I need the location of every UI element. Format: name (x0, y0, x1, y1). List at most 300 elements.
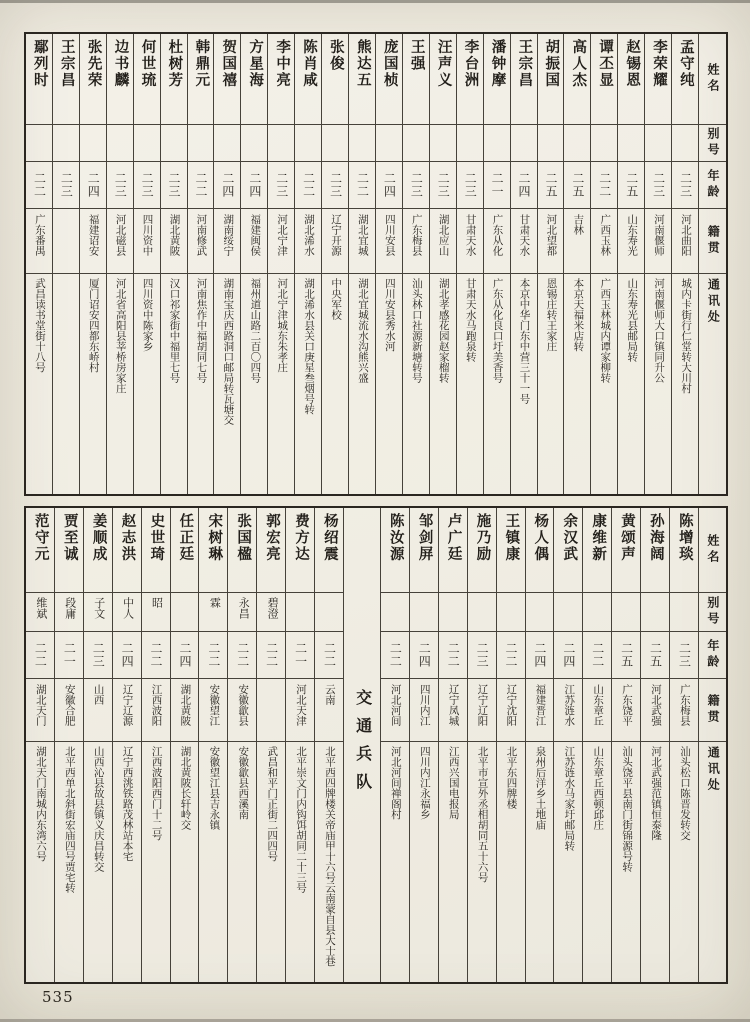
name-cell (511, 34, 537, 124)
address-cell-text: 四川内江永福乡 (418, 746, 430, 820)
address-cell-text: 辽宁西洮铁路茂林站本宅 (121, 746, 133, 862)
name-cell (497, 508, 525, 592)
native-cell-text: 河北天津 (294, 684, 306, 726)
header-age: 年龄 (706, 169, 721, 201)
entry-column (409, 508, 438, 982)
header-name-cell (699, 508, 726, 592)
name-cell (526, 508, 554, 592)
alias-cell-text: 段庸 (63, 597, 76, 619)
header-address-cell (699, 741, 726, 982)
name-cell-text: 黄颂声 (619, 513, 635, 563)
name-cell-text: 韩鼎元 (193, 39, 210, 89)
age-cell-text: 二二 (206, 642, 221, 668)
age-cell-text: 二三 (140, 172, 155, 198)
alias-cell (554, 592, 582, 631)
age-cell (612, 631, 640, 678)
alias-cell (161, 124, 187, 161)
page-content (24, 32, 728, 984)
age-cell-text: 二三 (463, 172, 478, 198)
age-cell-text: 二二 (32, 172, 47, 198)
native-cell-text: 四川资中 (141, 214, 153, 256)
age-cell (484, 161, 510, 208)
entry-column (141, 508, 170, 982)
name-cell-text: 贾至诚 (61, 513, 78, 563)
native-cell (161, 208, 187, 273)
address-cell-text: 湖北孝感花园赵家榴转 (437, 278, 449, 383)
age-cell-text: 二三 (113, 172, 128, 198)
age-cell-text: 二三 (59, 172, 74, 198)
address-cell-text: 江西波阳西门十二号 (150, 746, 162, 841)
entry-column (510, 34, 537, 494)
address-cell-text: 四川安县秀水河 (383, 278, 395, 352)
name-cell-text: 陈肖咸 (301, 39, 317, 89)
address-cell-text: 武昌和平门正街二四四号 (266, 746, 278, 862)
name-cell-text: 杨绍震 (321, 513, 338, 563)
name-cell-text: 史世琦 (148, 513, 165, 563)
address-cell (484, 273, 510, 494)
name-cell (315, 508, 343, 592)
native-cell (53, 208, 79, 273)
name-cell (214, 34, 240, 124)
age-cell (322, 161, 348, 208)
alias-cell (612, 592, 640, 631)
alias-cell (381, 592, 409, 631)
address-cell (84, 741, 112, 982)
age-cell (26, 631, 54, 678)
alias-cell (484, 124, 510, 161)
name-cell (641, 508, 669, 592)
address-cell (228, 741, 256, 982)
address-cell (410, 741, 438, 982)
alias-cell (497, 592, 525, 631)
name-cell-text: 方星海 (247, 39, 264, 89)
header-address-cell (699, 273, 726, 494)
age-cell-text: 二二 (322, 642, 337, 668)
address-cell-text: 武昌读书堂街十八号 (33, 278, 45, 373)
age-cell-text: 二四 (247, 172, 262, 198)
alias-cell (511, 124, 537, 161)
header-alias-cell (699, 592, 726, 631)
alias-cell (26, 124, 52, 161)
age-cell (161, 161, 187, 208)
name-cell-text: 施乃励 (474, 513, 491, 563)
header-alias: 别号 (706, 127, 721, 159)
name-cell-text: 王宗昌 (58, 39, 75, 89)
native-cell-text: 山东寿光 (626, 214, 638, 256)
age-cell-text: 二三 (274, 172, 289, 198)
native-cell (538, 208, 564, 273)
age-cell-text: 二三 (475, 642, 490, 668)
name-cell-text: 宋树琳 (206, 513, 223, 563)
native-cell-text: 广西玉林 (599, 214, 611, 256)
alias-cell (538, 124, 564, 161)
entry-column (256, 508, 285, 982)
native-cell-text: 辽宁开源 (329, 214, 341, 256)
address-cell-text: 福州道山路二百〇四号 (249, 278, 261, 383)
native-cell (526, 678, 554, 741)
native-cell-text: 湖北浠水 (303, 214, 315, 256)
entry-column (106, 34, 133, 494)
native-cell (257, 678, 285, 741)
age-cell (591, 161, 617, 208)
entry-column (348, 34, 375, 494)
address-cell (199, 741, 227, 982)
native-cell (641, 678, 669, 741)
name-cell-text: 高人杰 (570, 39, 587, 89)
name-cell-text: 王镇康 (503, 513, 520, 563)
native-cell (564, 208, 590, 273)
name-cell-text: 郭宏亮 (264, 513, 281, 563)
native-cell-text: 河北望都 (545, 214, 557, 256)
age-cell-text: 二三 (436, 172, 451, 198)
alias-cell-text: 碧澄 (266, 597, 279, 619)
native-cell-text: 湖北天门 (34, 684, 46, 726)
address-cell-text: 湖南宝庆西路洞口邮局转瓦塘交 (222, 278, 234, 425)
native-cell-text: 湖南绥宁 (222, 214, 234, 256)
address-cell (142, 741, 170, 982)
address-cell (672, 273, 698, 494)
name-cell-text: 余汉武 (561, 513, 578, 563)
native-cell-text: 甘肃天水 (464, 214, 476, 256)
name-cell-text: 赵锡恩 (624, 39, 641, 89)
native-cell (670, 678, 698, 741)
address-cell-text: 北平西单北斜街宏庙四号贾宅转 (63, 746, 75, 893)
address-cell-text: 广东从化良口圩美香号 (491, 278, 503, 383)
address-cell-text: 恩锡庄转王家庄 (545, 278, 557, 352)
age-cell (55, 631, 83, 678)
native-cell (107, 208, 133, 273)
address-cell-text: 本京天福米店转 (572, 278, 584, 352)
native-cell (241, 208, 267, 273)
name-cell-text: 李台洲 (462, 39, 479, 89)
native-cell-text: 广东番禺 (33, 214, 45, 256)
header-native: 籍贯 (706, 694, 721, 726)
entry-column (611, 508, 640, 982)
address-cell (171, 741, 199, 982)
entry-column (402, 34, 429, 494)
age-cell-text: 二二 (597, 172, 612, 198)
alias-cell (286, 592, 314, 631)
native-cell-text: 辽宁沈阳 (505, 684, 517, 726)
header-native-cell (699, 678, 726, 741)
address-cell (526, 741, 554, 982)
age-cell (188, 161, 214, 208)
address-cell (618, 273, 644, 494)
alias-cell (199, 592, 227, 631)
address-cell-text: 汕头林口社源新塘转号 (410, 278, 422, 383)
age-cell (268, 161, 294, 208)
age-cell-text: 二二 (193, 172, 208, 198)
entry-column (198, 508, 227, 982)
alias-cell (591, 124, 617, 161)
native-cell (188, 208, 214, 273)
native-cell (142, 678, 170, 741)
name-cell (554, 508, 582, 592)
name-cell-text: 赵志洪 (119, 513, 136, 563)
age-cell-text: 二五 (624, 172, 639, 198)
alias-cell (670, 592, 698, 631)
address-cell (113, 741, 141, 982)
native-cell-text: 山西 (92, 684, 104, 705)
native-cell-text: 四川安县 (383, 214, 395, 256)
alias-cell (80, 124, 106, 161)
entry-column (213, 34, 240, 494)
address-cell (295, 273, 321, 494)
alias-cell-text: 子文 (92, 597, 105, 619)
address-cell-text: 汕头饶平县南门街锦源号转 (621, 746, 633, 872)
address-cell-text: 北平市宣外丞相胡同五十六号 (476, 746, 488, 883)
age-cell-text: 二二 (264, 642, 279, 668)
address-cell (26, 273, 52, 494)
age-cell-text: 二三 (328, 172, 343, 198)
age-cell (538, 161, 564, 208)
address-cell-text: 北平西四牌楼关帝庙甲十六号云南蒙自县大士巷 (324, 746, 335, 967)
alias-cell (53, 124, 79, 161)
name-cell (672, 34, 698, 124)
entry-column (112, 508, 141, 982)
alias-cell-text: 昭 (150, 597, 163, 608)
native-cell (228, 678, 256, 741)
age-cell-text: 二五 (619, 642, 634, 668)
native-cell-text: 辽宁辽阳 (476, 684, 488, 726)
address-cell (403, 273, 429, 494)
name-cell-text: 陈增琰 (676, 513, 693, 563)
alias-cell (457, 124, 483, 161)
address-cell-text: 河北宁津城东朱孝庄 (276, 278, 288, 373)
entry-column (133, 34, 160, 494)
section-divider-column (343, 508, 380, 982)
native-cell-text: 辽宁辽源 (121, 684, 133, 726)
age-cell (511, 161, 537, 208)
alias-cell (410, 592, 438, 631)
alias-cell (257, 592, 285, 631)
name-cell (430, 34, 456, 124)
name-cell (161, 34, 187, 124)
address-cell (26, 741, 54, 982)
entry-column (669, 508, 698, 982)
age-cell-text: 二四 (532, 642, 547, 668)
section-label: 交通兵队 (353, 689, 371, 801)
alias-cell (322, 124, 348, 161)
name-cell (55, 508, 83, 592)
age-cell-text: 二四 (517, 172, 532, 198)
alias-cell (641, 592, 669, 631)
name-cell (468, 508, 496, 592)
name-cell-text: 王宗昌 (516, 39, 533, 89)
age-cell (214, 161, 240, 208)
age-cell (53, 161, 79, 208)
entry-column (537, 34, 564, 494)
age-cell (381, 631, 409, 678)
age-cell (84, 631, 112, 678)
native-cell (612, 678, 640, 741)
address-cell (538, 273, 564, 494)
age-cell (295, 161, 321, 208)
address-cell-text: 湖北浠水县关口庚星叁烟号转 (303, 278, 315, 415)
age-cell (228, 631, 256, 678)
header-age-cell (699, 161, 726, 208)
native-cell (554, 678, 582, 741)
entry-column (671, 34, 698, 494)
alias-cell (188, 124, 214, 161)
native-cell-text: 辽宁凤城 (447, 684, 459, 726)
name-cell (670, 508, 698, 592)
age-cell-text: 二三 (409, 172, 424, 198)
alias-cell (564, 124, 590, 161)
address-cell (381, 741, 409, 982)
header-alias: 别号 (705, 596, 720, 628)
header-native-cell (699, 208, 726, 273)
name-cell (403, 34, 429, 124)
address-cell-text: 湖北黄陂长轩岭交 (179, 746, 191, 830)
age-cell (554, 631, 582, 678)
alias-cell (439, 592, 467, 631)
alias-cell (645, 124, 671, 161)
age-cell (645, 161, 671, 208)
address-cell (55, 741, 83, 982)
alias-cell (228, 592, 256, 631)
name-cell-text: 边书麟 (112, 39, 129, 89)
native-cell-text: 吉林 (572, 214, 584, 235)
entry-column (240, 34, 267, 494)
name-cell (583, 508, 611, 592)
native-cell-text: 安徽望江 (208, 684, 220, 726)
native-cell (55, 678, 83, 741)
alias-cell (241, 124, 267, 161)
address-cell-text: 湖北天门南城内东湾六号 (34, 746, 46, 862)
name-cell (439, 508, 467, 592)
address-cell-text: 汕头松口陈晋发转交 (678, 746, 690, 841)
native-cell (315, 678, 343, 741)
entry-column (438, 508, 467, 982)
entry-column (640, 508, 669, 982)
address-cell (564, 273, 590, 494)
alias-cell (84, 592, 112, 631)
alias-cell-text: 中人 (121, 597, 134, 619)
entry-column (590, 34, 617, 494)
native-cell-text: 四川内江 (418, 684, 430, 726)
alias-cell (349, 124, 375, 161)
age-cell-text: 二三 (678, 172, 693, 198)
name-cell (349, 34, 375, 124)
age-cell (107, 161, 133, 208)
entry-column (52, 34, 79, 494)
entry-column (285, 508, 314, 982)
native-cell-text: 湖北应山 (437, 214, 449, 256)
age-cell-text: 二三 (91, 642, 106, 668)
entry-column (26, 508, 54, 982)
entry-column (160, 34, 187, 494)
name-cell-text: 孙海阔 (647, 513, 664, 563)
native-cell-text: 河北宁津 (276, 214, 288, 256)
age-cell (526, 631, 554, 678)
name-cell (484, 34, 510, 124)
entry-column (26, 34, 52, 494)
native-cell (430, 208, 456, 273)
name-cell (84, 508, 112, 592)
age-cell-text: 二二 (590, 642, 605, 668)
age-cell (142, 631, 170, 678)
native-cell (645, 208, 671, 273)
alias-cell (55, 592, 83, 631)
native-cell (322, 208, 348, 273)
name-cell-text: 卢广廷 (445, 513, 462, 563)
address-cell (315, 741, 343, 982)
entry-column (617, 34, 644, 494)
address-cell-text: 本京中华门东中营三十一号 (518, 278, 530, 404)
entry-column (429, 34, 456, 494)
native-cell-text: 福建诏安 (87, 214, 99, 256)
name-cell (241, 34, 267, 124)
alias-cell-text: 霖 (208, 597, 221, 608)
age-cell (497, 631, 525, 678)
native-cell (497, 678, 525, 741)
native-cell-text: 广东饶平 (621, 684, 633, 726)
address-cell-text: 四川资中陈家乡 (141, 278, 153, 352)
entry-column (582, 508, 611, 982)
name-cell (612, 508, 640, 592)
header-name: 姓名 (706, 63, 721, 95)
name-cell (322, 34, 348, 124)
address-cell (322, 273, 348, 494)
name-cell (257, 508, 285, 592)
header-column (698, 34, 726, 494)
address-cell (439, 741, 467, 982)
age-cell-text: 二五 (570, 172, 585, 198)
age-cell (672, 161, 698, 208)
age-cell-text: 二二 (33, 642, 48, 668)
alias-cell (26, 592, 54, 631)
alias-cell (268, 124, 294, 161)
name-cell-text: 李中亮 (274, 39, 291, 89)
address-cell-text: 湖北宜城流水沟熊兴盛 (357, 278, 368, 383)
age-cell-text: 二一 (62, 642, 77, 668)
name-cell (376, 34, 402, 124)
name-cell (295, 34, 321, 124)
address-cell-text: 汉口祁家街中福里七号 (168, 278, 180, 383)
address-cell (349, 273, 375, 494)
native-cell (403, 208, 429, 273)
age-cell-text: 二二 (301, 172, 316, 198)
address-cell-text: 甘肃天水马跑泉转 (464, 278, 476, 362)
name-cell-text: 范守元 (32, 513, 49, 563)
alias-cell (113, 592, 141, 631)
entry-column (644, 34, 671, 494)
entry-column (483, 34, 510, 494)
native-cell (134, 208, 160, 273)
name-cell (645, 34, 671, 124)
alias-cell (171, 592, 199, 631)
address-cell (286, 741, 314, 982)
name-cell-text: 鄢列时 (31, 39, 48, 89)
address-cell-text: 泉州后洋乡土地庙 (534, 746, 546, 830)
address-cell (591, 273, 617, 494)
entry-column (563, 34, 590, 494)
alias-cell-text: 永昌 (237, 597, 250, 619)
native-cell-text: 湖北宜城 (356, 214, 368, 256)
native-cell (286, 678, 314, 741)
native-cell (376, 208, 402, 273)
directory-table-bottom (24, 506, 728, 984)
native-cell (214, 208, 240, 273)
alias-cell (468, 592, 496, 631)
native-cell (113, 678, 141, 741)
native-cell-text: 甘肃天水 (518, 214, 530, 256)
age-cell-text: 二五 (648, 642, 663, 668)
age-cell-text: 二四 (417, 642, 432, 668)
alias-cell (618, 124, 644, 161)
native-cell-text: 福建晋江 (534, 684, 546, 726)
